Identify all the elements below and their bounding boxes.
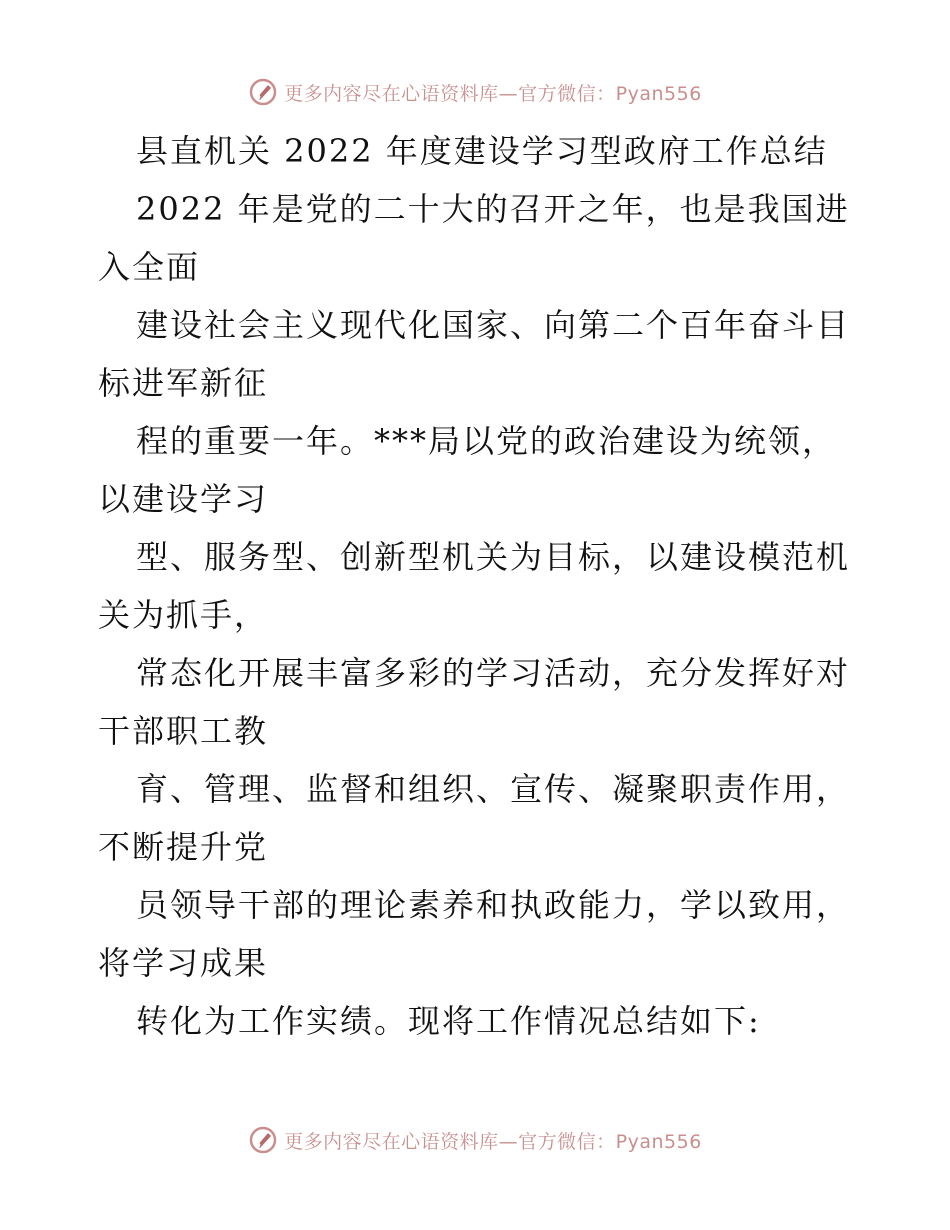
document-body (98, 122, 858, 1050)
pen-quill-logo-icon (248, 1125, 278, 1155)
paragraph-line: 入全面 (98, 248, 201, 286)
paragraph-line: 不断提升党 (98, 828, 269, 866)
paragraph-line: 建设社会主义现代化国家、向第二个百年奋斗目 (136, 306, 851, 344)
header-watermark-text: 更多内容尽在心语资料库—官方微信：Pyan556 (284, 82, 702, 105)
paragraph-line: 干部职工教 (98, 712, 269, 750)
pen-quill-logo-icon (248, 77, 278, 107)
paragraph-line: 以建设学习 (98, 480, 269, 518)
paragraph-line: 型、服务型、创新型机关为目标，以建设模范机 (136, 538, 851, 576)
footer-watermark-banner (0, 1120, 950, 1160)
paragraph-line: 转化为工作实绩。现将工作情况总结如下: (136, 1002, 761, 1040)
paragraph-line: 常态化开展丰富多彩的学习活动，充分发挥好对 (136, 654, 851, 692)
paragraph-line: 标进军新征 (98, 364, 269, 402)
paragraph-line: 将学习成果 (98, 944, 269, 982)
footer-watermark-text: 更多内容尽在心语资料库—官方微信：Pyan556 (284, 1130, 702, 1153)
paragraph-line: 育、管理、监督和组织、宣传、凝聚职责作用， (136, 770, 851, 808)
paragraph-line: 程的重要一年。***局以党的政治建设为统领， (136, 422, 837, 460)
paragraph-line: 员领导干部的理论素养和执政能力，学以致用， (136, 886, 851, 924)
paragraph-line: 关为抓手， (98, 596, 269, 634)
header-watermark-banner (0, 72, 950, 112)
document-title: 县直机关 2022 年度建设学习型政府工作总结 (136, 132, 828, 170)
paragraph-line: 2022 年是党的二十大的召开之年，也是我国进 (136, 190, 850, 228)
